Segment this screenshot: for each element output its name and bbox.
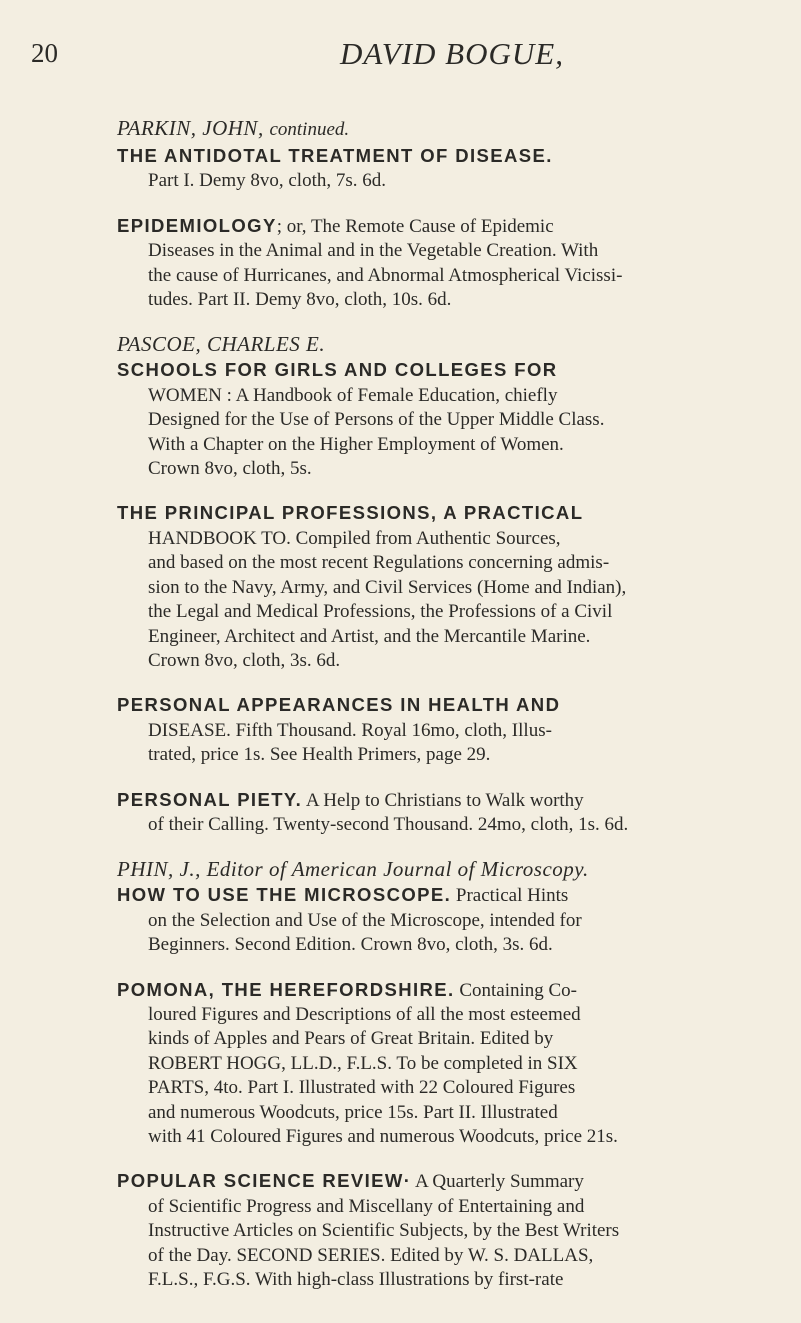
entry-line: A Quarterly Summary	[411, 1171, 584, 1193]
entry-line: of the Day. SECOND SERIES. Edited by W. S. DALLAS,	[148, 1244, 594, 1266]
entry-line: WOMEN : A Handbook of Female Education, chiefly	[148, 384, 558, 406]
entry-line: DISEASE. Fifth Thousand. Royal 16mo, cloth, Illus-	[148, 719, 552, 741]
entry-line: Diseases in the Animal and in the Vegetable Creation. With	[148, 240, 599, 262]
catalogue-entry	[117, 214, 765, 313]
entry-line: Instructive Articles on Scientific Subjects, by the Best Writers	[148, 1220, 620, 1242]
entry-line: Beginners. Second Edition. Crown 8vo, cloth, 3s. 6d.	[148, 934, 553, 956]
entry-line: ROBERT HOGG, LL.D., F.L.S. To be completed in SIX	[148, 1052, 578, 1074]
work-title: POMONA, THE HEREFORDSHIRE.	[117, 978, 455, 1000]
entry-line: with 41 Coloured Figures and numerous Woodcuts, price 21s.	[148, 1126, 618, 1147]
entry-line: Crown 8vo, cloth, 3s. 6d.	[148, 649, 341, 671]
entry-line: With a Chapter on the Higher Employment of Women.	[148, 433, 564, 455]
entry-line: on the Selection and Use of the Microscope, intended for	[148, 909, 582, 931]
work-title: POPULAR SCIENCE REVIEW·	[117, 1170, 412, 1192]
entry-line: ; or, The Remote Cause of Epidemic	[276, 215, 554, 237]
author-block	[117, 857, 765, 881]
entry-line: and numerous Woodcuts, price 15s. Part II. Illustrated	[148, 1101, 558, 1123]
work-title: HOW TO USE THE MICROSCOPE.	[117, 884, 452, 906]
entry-line: kinds of Apples and Pears of Great Britain. Edited by	[148, 1028, 554, 1050]
author-heading: PASCOE, CHARLES E.	[117, 332, 326, 357]
entry-line: trated, price 1s. See Health Primers, page 29.	[148, 744, 491, 766]
page-number: 20	[31, 38, 58, 68]
work-title: PERSONAL PIETY.	[117, 788, 303, 810]
work-title: THE ANTIDOTAL TREATMENT OF DISEASE.	[117, 145, 553, 166]
entry-line: sion to the Navy, Army, and Civil Services (Home and Indian),	[148, 576, 627, 598]
author-block	[117, 332, 765, 356]
work-title: PERSONAL APPEARANCES IN HEALTH AND	[117, 694, 561, 716]
author-heading: PHIN, J., Editor of American Journal of Microscopy.	[117, 857, 589, 882]
entry-line: and based on the most recent Regulations concerning admis-	[148, 552, 610, 574]
work-title: SCHOOLS FOR GIRLS AND COLLEGES FOR	[117, 359, 558, 381]
author-heading: PARKIN, JOHN, continued.	[117, 116, 350, 140]
entry-line: A Help to Christians to Walk worthy	[302, 789, 584, 811]
catalogue-listing	[117, 116, 765, 1312]
entry-line: HANDBOOK TO. Compiled from Authentic Sources,	[148, 527, 561, 549]
catalogue-entry	[117, 358, 765, 481]
catalogue-entry	[117, 788, 765, 838]
entry-line: Part I. Demy 8vo, cloth, 7s. 6d.	[148, 170, 387, 192]
catalogue-entry	[117, 144, 765, 194]
entry-line: PARTS, 4to. Part I. Illustrated with 22 Coloured Figures	[148, 1077, 576, 1099]
entry-line: Practical Hints	[451, 885, 569, 907]
page-header	[0, 36, 801, 84]
entry-line: of Scientific Progress and Miscellany of Entertaining and	[148, 1195, 585, 1217]
work-title: THE PRINCIPAL PROFESSIONS, A PRACTICAL	[117, 502, 584, 524]
entry-line: Crown 8vo, cloth, 5s.	[148, 458, 312, 480]
entry-line: Engineer, Architect and Artist, and the Mercantile Marine.	[148, 625, 591, 647]
catalogue-entry	[117, 501, 765, 673]
entry-line: the Legal and Medical Professions, the Professions of a Civil	[148, 601, 613, 623]
entry-line: tudes. Part II. Demy 8vo, cloth, 10s. 6d.	[148, 289, 452, 311]
entry-line: Designed for the Use of Persons of the Upper Middle Class.	[148, 409, 605, 431]
entry-line: the cause of Hurricanes, and Abnormal Atmospherical Vicissi-	[148, 264, 623, 286]
entry-line: F.L.S., F.G.S. With high-class Illustrations by first-rate	[148, 1269, 564, 1291]
author-block	[117, 116, 765, 142]
entry-line: loured Figures and Descriptions of all the most esteemed	[148, 1003, 581, 1025]
entry-line: of their Calling. Twenty-second Thousand. 24mo, cloth, 1s. 6d.	[148, 813, 629, 835]
catalogue-entry	[117, 978, 765, 1150]
entry-line: Containing Co-	[454, 979, 578, 1001]
catalogue-entry	[117, 1169, 765, 1292]
work-title: EPIDEMIOLOGY	[117, 214, 277, 236]
catalogue-entry	[117, 883, 765, 957]
catalogue-entry	[117, 693, 765, 767]
running-head: DAVID BOGUE,	[340, 36, 564, 71]
